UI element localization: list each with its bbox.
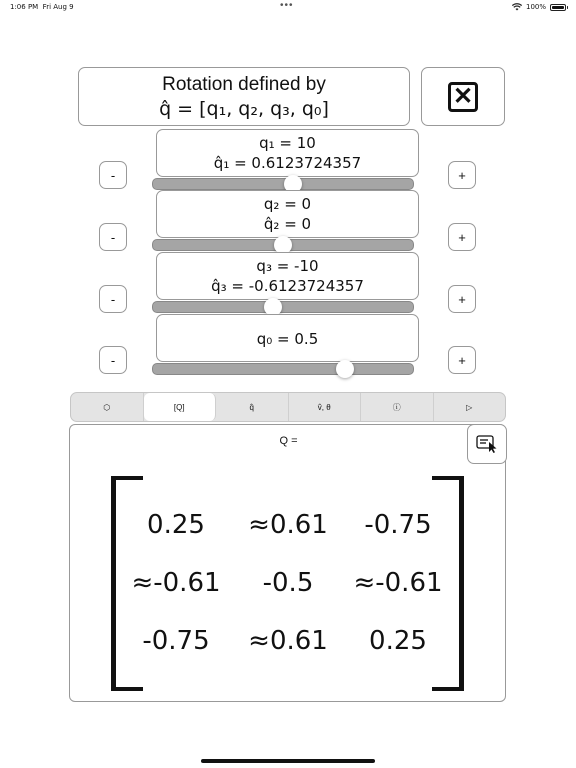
tab-info[interactable] [361,393,434,421]
cube-icon: ⬡ [103,402,111,412]
tab-axis-angle[interactable] [289,393,362,421]
matrix-cell-0-2: -0.75 [364,510,432,540]
q0-plus-button[interactable]: + [448,346,476,374]
quaternion-formula: q̂ = [q₁, q₂, q₃, q₀] [159,98,329,120]
status-bar [0,0,576,14]
matrix-cell-1-2: ≈-0.61 [353,568,443,598]
close-button[interactable] [421,67,505,126]
tab-quaternion[interactable] [216,393,289,421]
copy-matrix-icon [476,435,498,453]
q2-slider[interactable] [152,239,414,251]
tab-axis-angle-label: v̂, θ [317,402,331,412]
matrix-cell-0-1: ≈0.61 [248,510,328,540]
q3-value: q₃ = -10 [256,257,319,275]
matrix-cell-2-2: 0.25 [369,626,427,656]
q2-value: q₂ = 0 [263,195,312,213]
matrix-cell-0-0: 0.25 [147,510,205,540]
matrix-cell-1-1: -0.5 [262,568,314,598]
matrix-cell-2-0: -0.75 [142,626,210,656]
q1-value: q₁ = 10 [259,134,316,152]
page-title: Rotation defined by [162,74,326,95]
q0-card [156,314,419,362]
matrix-label: Q = [279,435,298,447]
q3-slider[interactable] [152,301,414,313]
wifi-icon [512,3,522,11]
home-indicator[interactable] [201,759,375,763]
copy-matrix-button[interactable] [467,424,507,464]
matrix-cell-1-0: ≈-0.61 [131,568,221,598]
battery-percent: 100% [525,3,546,11]
tab-cube[interactable] [71,393,144,421]
q1-card [156,129,419,177]
q1-plus-button[interactable]: + [448,161,476,189]
status-time: 1:06 PM Fri Aug 9 [10,3,74,11]
q0-minus-button[interactable]: - [99,346,127,374]
q3-minus-button[interactable]: - [99,285,127,313]
info-icon: ⓘ [392,402,401,412]
battery-icon [550,4,566,11]
q1-minus-button[interactable]: - [99,161,127,189]
tab-matrix[interactable] [144,393,217,421]
q0-value: q₀ = 0.5 [256,330,319,348]
q1-normalized: q̂₁ = 0.6123724357 [213,154,362,172]
tab-matrix-label: [Q] [173,402,185,412]
tab-play[interactable] [434,393,506,421]
multitasking-dots-icon[interactable]: ••• [280,0,294,11]
q3-normalized: q̂₃ = -0.6123724357 [211,277,364,295]
q0-slider[interactable] [152,363,414,375]
q2-normalized: q̂₂ = 0 [263,215,312,233]
play-icon: ▷ [466,402,473,412]
close-square-icon: ✕ [448,82,478,112]
q1-slider[interactable] [152,178,414,190]
title-box [78,67,410,126]
status-right [512,3,566,11]
q2-card [156,190,419,238]
q3-card [156,252,419,300]
matrix-cell-2-1: ≈0.61 [248,626,328,656]
q0-slider-thumb[interactable] [336,360,354,378]
mode-tab-bar [70,392,506,422]
q2-plus-button[interactable]: + [448,223,476,251]
tab-quaternion-label: q̂ [249,402,254,412]
q3-plus-button[interactable]: + [448,285,476,313]
q2-minus-button[interactable]: - [99,223,127,251]
